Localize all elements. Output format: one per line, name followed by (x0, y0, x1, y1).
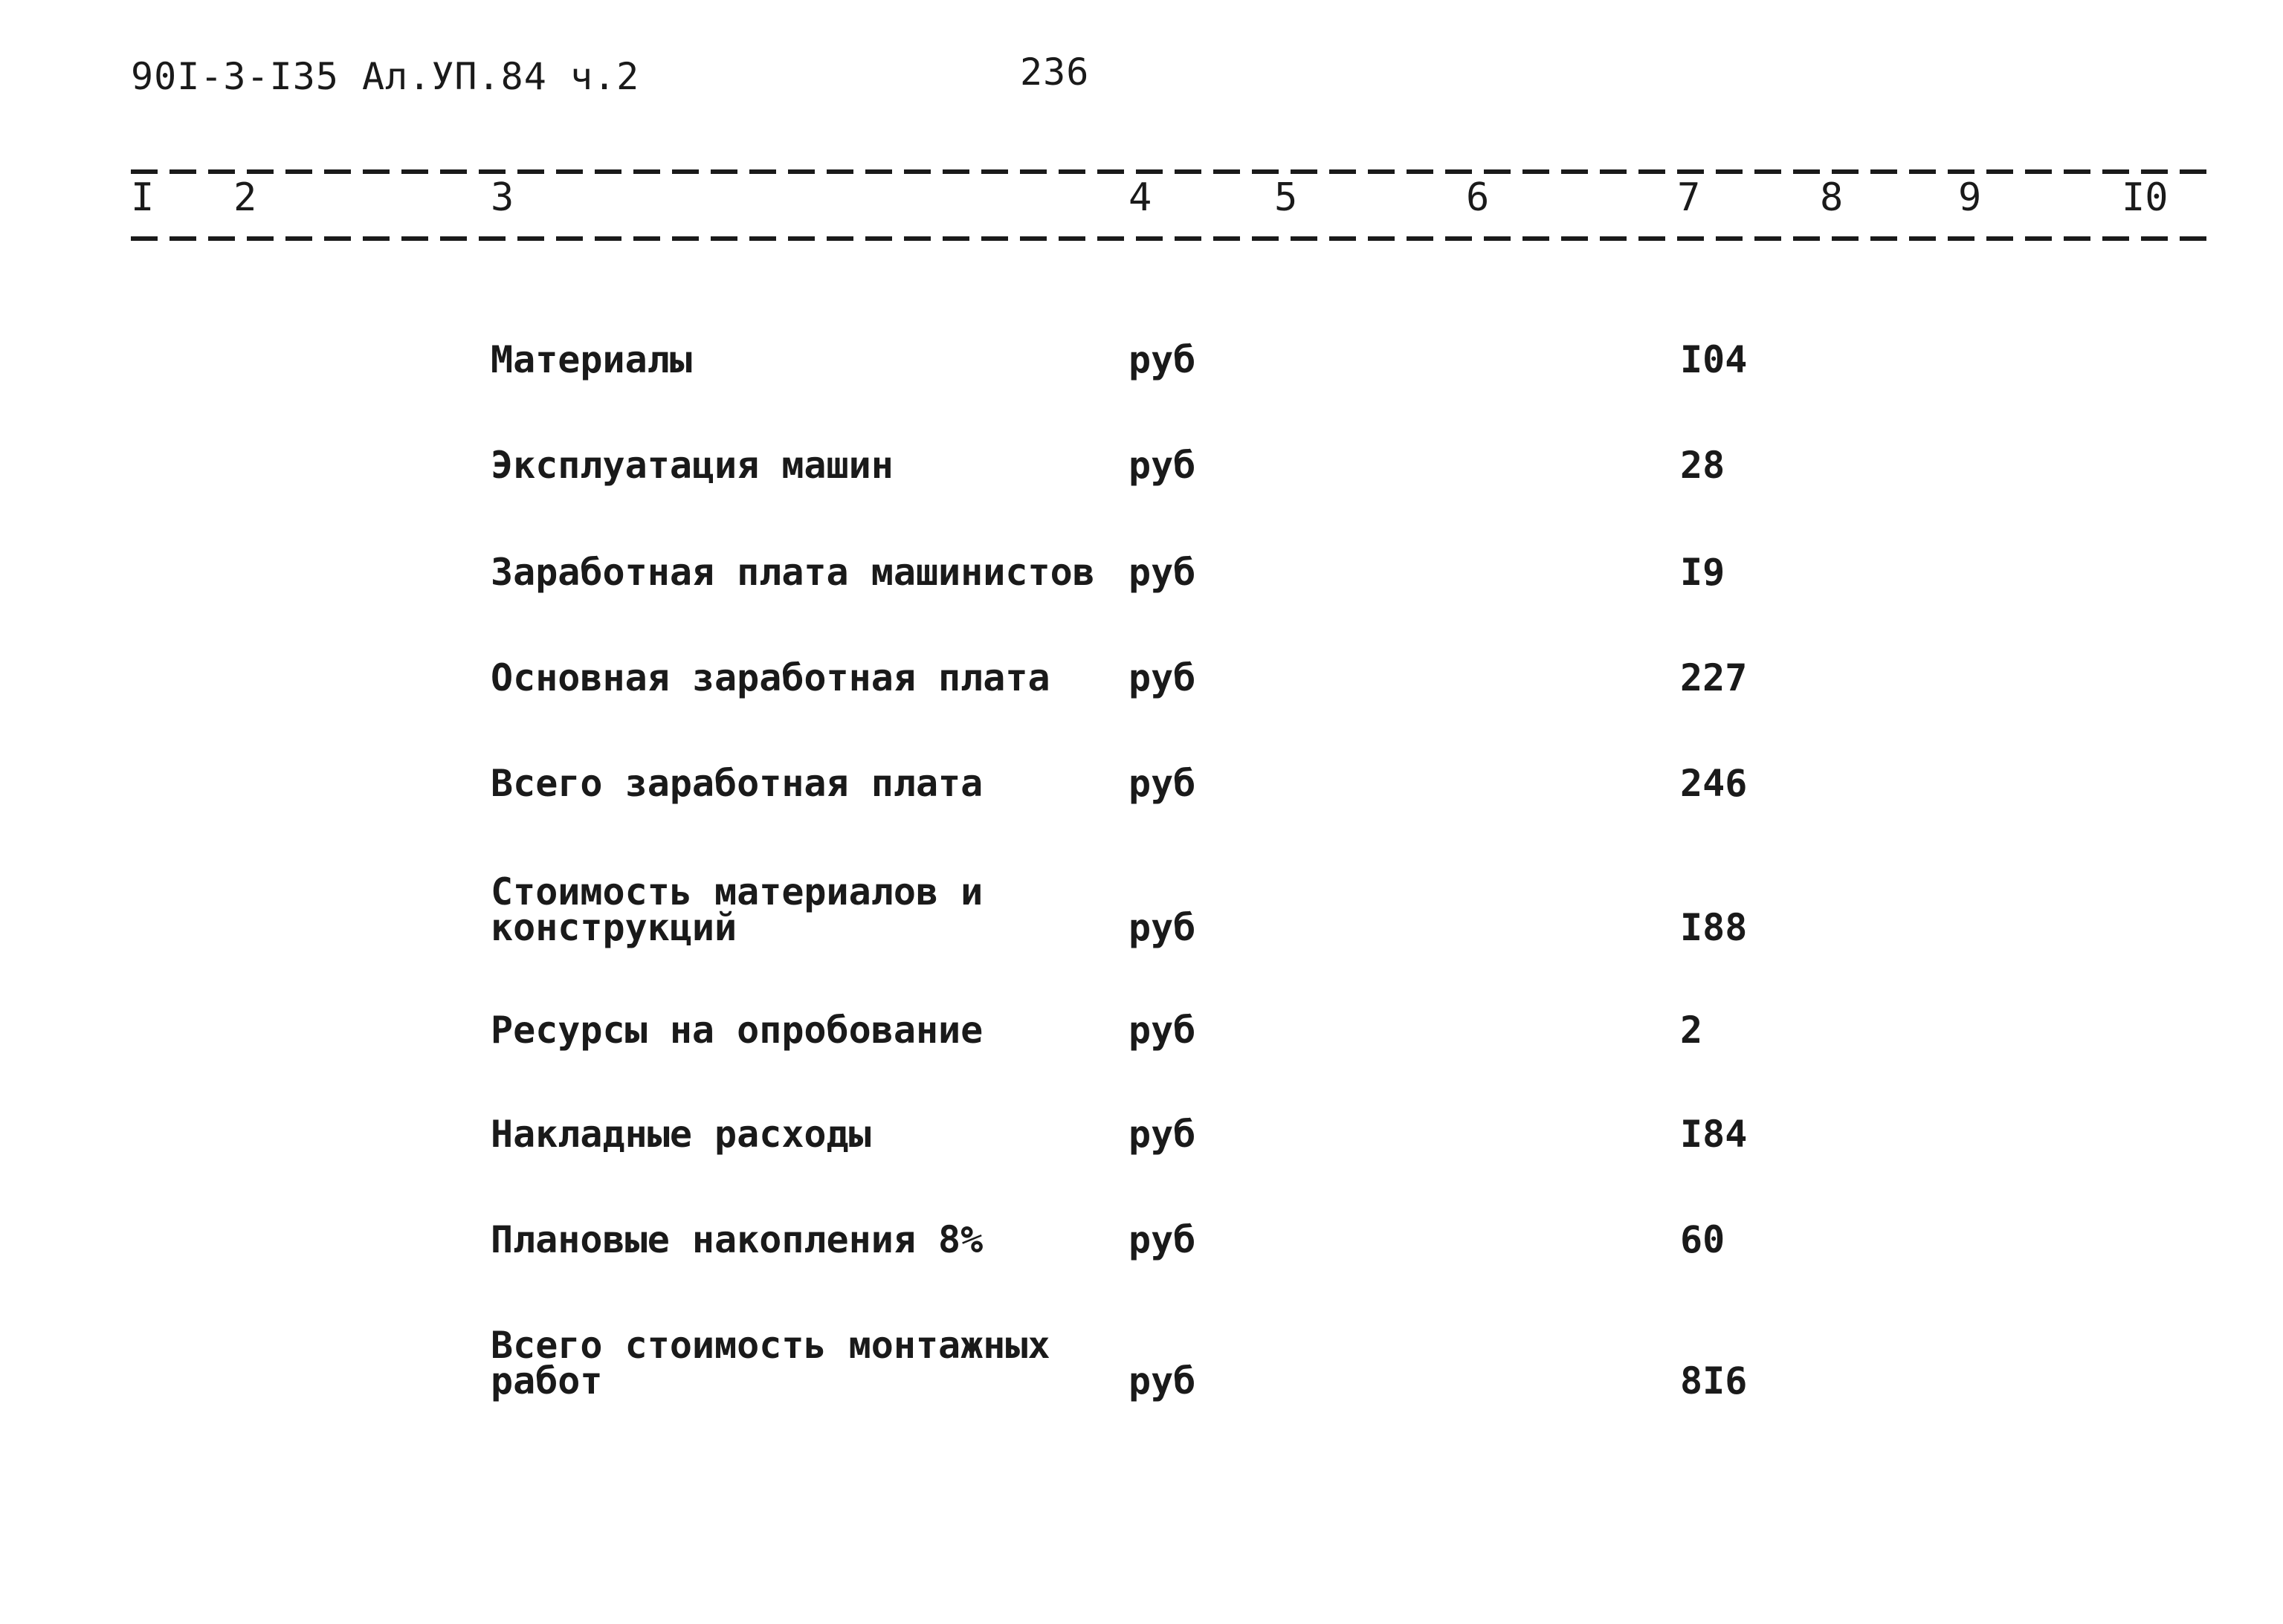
table-row (0, 1218, 2283, 1311)
row-name: Основная заработная плата (491, 656, 1050, 699)
row-value: 60 (1680, 1218, 1725, 1261)
column-number: 2 (233, 175, 257, 220)
column-number: 7 (1677, 175, 1701, 220)
table-header-bottom-rule (131, 236, 2212, 241)
row-name: Эксплуатация машин (491, 444, 894, 487)
row-name: Стоимость материалов и конструкций (491, 870, 984, 949)
table-row (0, 870, 2283, 963)
row-unit: руб (1128, 551, 1196, 594)
row-value: 28 (1680, 444, 1725, 487)
row-unit: руб (1128, 762, 1196, 805)
column-number: 3 (491, 175, 514, 220)
row-unit: руб (1128, 1009, 1196, 1052)
table-row (0, 1113, 2283, 1206)
row-name: Заработная плата машинистов (491, 551, 1095, 594)
column-number: 9 (1958, 175, 1982, 220)
column-number: I0 (2122, 175, 2169, 220)
table-row (0, 1324, 2283, 1417)
column-number: 8 (1820, 175, 1844, 220)
table-row (0, 762, 2283, 855)
row-value: I04 (1680, 338, 1748, 381)
table-header-top-rule (131, 169, 2212, 174)
column-number: 4 (1128, 175, 1152, 220)
table-row (0, 338, 2283, 431)
table-row (0, 656, 2283, 749)
row-value: 2 (1680, 1009, 1703, 1052)
row-value: I9 (1680, 551, 1725, 594)
row-value: I84 (1680, 1113, 1748, 1156)
column-number: 5 (1274, 175, 1298, 220)
row-value: 227 (1680, 656, 1748, 699)
table-row (0, 551, 2283, 644)
table-row (0, 1009, 2283, 1101)
row-name: Накладные расходы (491, 1113, 871, 1156)
row-name: Плановые накопления 8% (491, 1218, 984, 1261)
page-number: 236 (1020, 51, 1090, 94)
row-unit: руб (1128, 1218, 1196, 1261)
row-unit: руб (1128, 1113, 1196, 1156)
row-unit: руб (1128, 906, 1196, 949)
row-value: I88 (1680, 906, 1748, 949)
table-row (0, 444, 2283, 537)
row-name: Всего стоимость монтажных работ (491, 1324, 1050, 1403)
row-unit: руб (1128, 338, 1196, 381)
row-name: Ресурсы на опробование (491, 1009, 984, 1052)
row-value: 8I6 (1680, 1359, 1748, 1403)
column-number: 6 (1466, 175, 1490, 220)
document-code: 90I-3-I35 Ал.УП.84 ч.2 (131, 55, 640, 98)
row-name: Всего заработная плата (491, 762, 984, 805)
row-name: Материалы (491, 338, 692, 381)
row-value: 246 (1680, 762, 1748, 805)
row-unit: руб (1128, 656, 1196, 699)
row-unit: руб (1128, 444, 1196, 487)
row-unit: руб (1128, 1359, 1196, 1403)
column-number: I (131, 175, 155, 220)
